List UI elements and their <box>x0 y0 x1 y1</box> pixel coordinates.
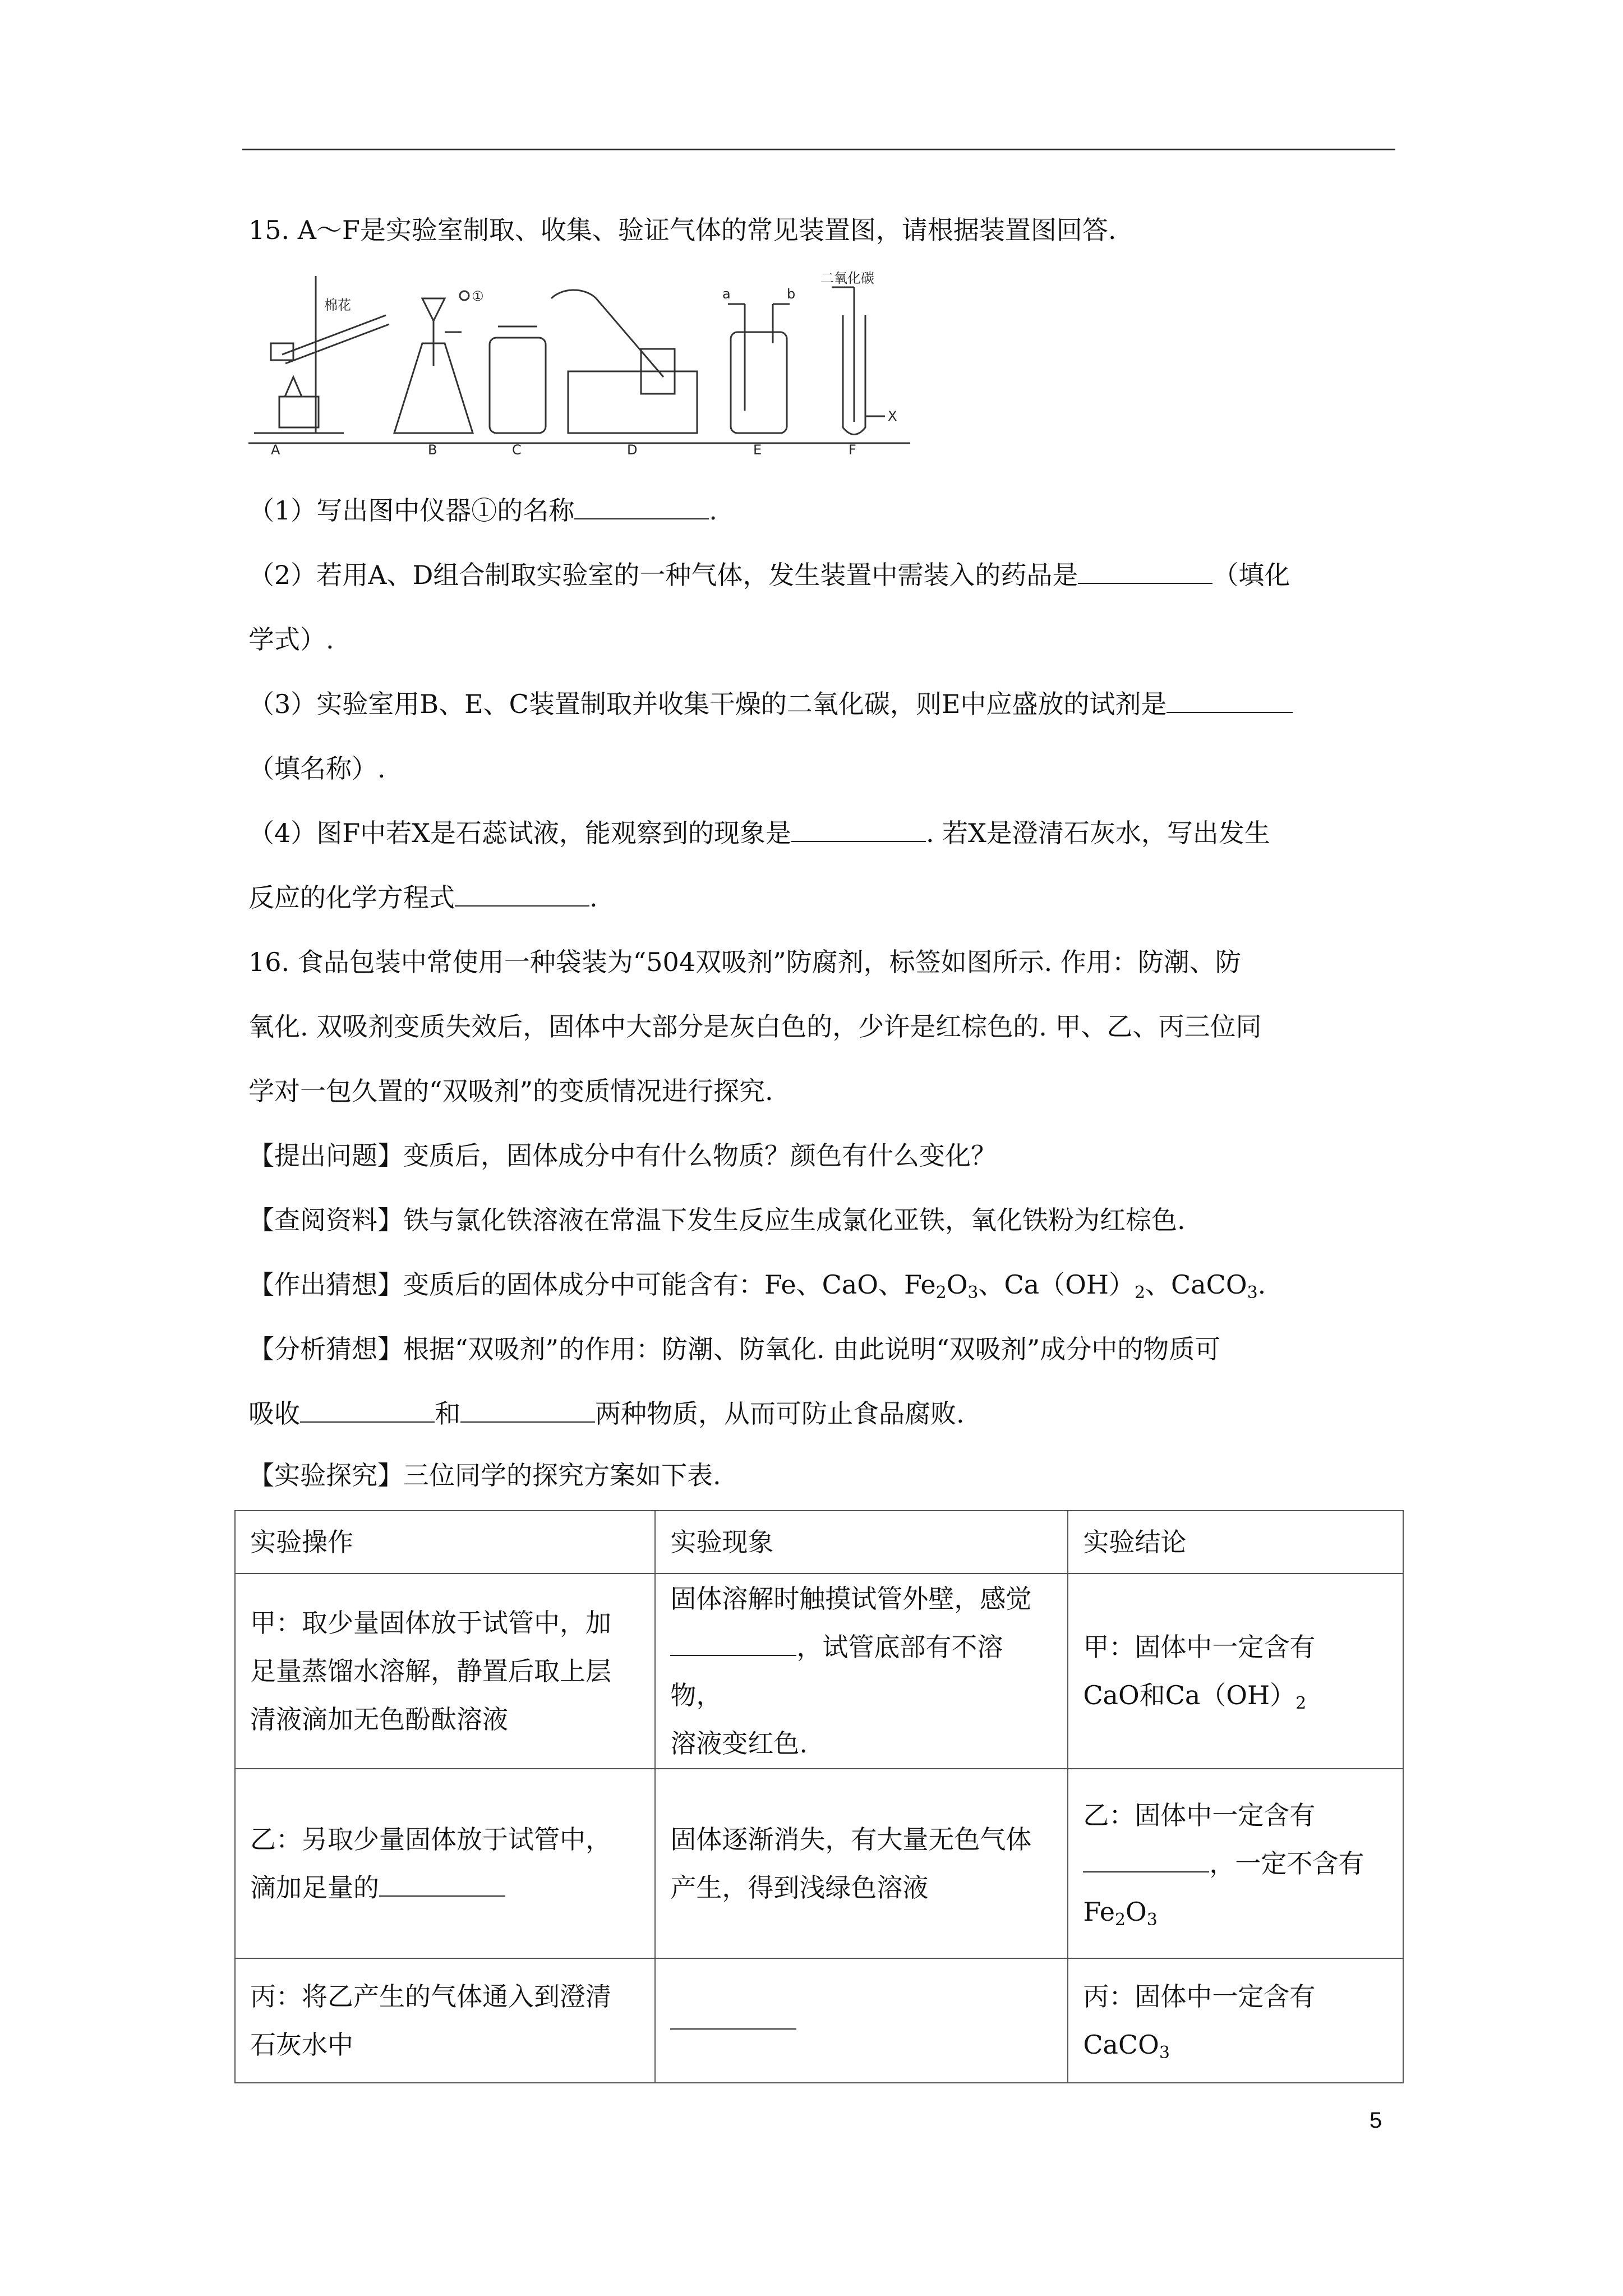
answer-blank[interactable] <box>670 2004 796 2030</box>
label-e-apparatus: E <box>753 442 762 455</box>
answer-blank[interactable] <box>379 1871 505 1897</box>
label-cotton: 棉花 <box>324 297 351 313</box>
cell-operation: 丙：将乙产生的气体通入到澄清 石灰水中 <box>235 1958 655 2083</box>
q16-analysis-line1: 【分析猜想】根据“双吸剂”的作用：防潮、防氧化. 由此说明“双吸剂”成分中的物质可 <box>248 1334 1221 1364</box>
label-b-apparatus: B <box>428 442 437 455</box>
cell-operation: 甲：取少量固体放于试管中，加 足量蒸馏水溶解，静置后取上层 清液滴加无色酚酞溶液 <box>235 1573 655 1769</box>
label-c-apparatus: C <box>512 442 522 455</box>
q16-line3: 学对一包久置的“双吸剂”的变质情况进行探究. <box>248 1076 773 1106</box>
answer-blank[interactable] <box>791 816 926 842</box>
table-row <box>235 1958 1403 2083</box>
apparatus-figure <box>248 265 910 455</box>
table-header-row <box>235 1511 1403 1573</box>
answer-blank[interactable] <box>1083 1847 1209 1872</box>
answer-blank[interactable] <box>670 1630 796 1656</box>
page-number: 5 <box>1370 2108 1382 2133</box>
table-row <box>235 1573 1403 1769</box>
label-d-apparatus: D <box>627 442 638 455</box>
answer-blank[interactable] <box>460 1397 595 1423</box>
label-co2: 二氧化碳 <box>820 270 874 286</box>
header-operation: 实验操作 <box>235 1511 655 1573</box>
q16-question: 【提出问题】变质后，固体成分中有什么物质？颜色有什么变化？ <box>248 1140 997 1171</box>
q15-stem: 15. A～F是实验室制取、收集、验证气体的常见装置图，请根据装置图回答. <box>248 215 1117 245</box>
q15-part3-line2: （填名称）. <box>248 753 386 784</box>
answer-blank[interactable] <box>1166 687 1293 713</box>
q16-explore: 【实验探究】三位同学的探究方案如下表. <box>248 1460 721 1490</box>
q16-line2: 氧化. 双吸剂变质失效后，固体中大部分是灰白色的，少许是红棕色的. 甲、乙、丙三位同 <box>248 1011 1262 1042</box>
q15-part1: （1）写出图中仪器①的名称 . <box>248 494 717 527</box>
label-instrument-1: ① <box>472 288 484 304</box>
q16-analysis-line2: 吸收 和 两种物质，从而可防止食品腐败. <box>248 1397 965 1430</box>
cell-phenomenon: 固体逐渐消失，有大量无色气体 产生，得到浅绿色溶液 <box>655 1769 1068 1958</box>
label-f-apparatus: F <box>849 442 856 455</box>
q16-guess: 【作出猜想】变质后的固体成分中可能含有：Fe、CaO、$Fe_2O_3$、$Ca(OH)_2$、CaCO$_3$. <box>248 1269 1266 1303</box>
cell-conclusion: 乙：固体中一定含有 ，一定不含有 $Fe_2O_3$ <box>1068 1769 1403 1958</box>
cell-conclusion: 甲：固体中一定含有 CaO和$Ca(OH)_2$ <box>1068 1573 1403 1769</box>
table-row <box>235 1769 1403 1958</box>
experiment-table <box>234 1510 1404 2083</box>
answer-blank[interactable] <box>300 1397 435 1423</box>
apparatus-drawing <box>248 265 910 455</box>
label-x: X <box>888 408 897 424</box>
cell-conclusion: 丙：固体中一定含有 CaCO$_3$ <box>1068 1958 1403 2083</box>
q15-part4-line2: 反应的化学方程式 . <box>248 881 598 914</box>
cell-phenomenon <box>655 1958 1068 2083</box>
header-rule <box>242 149 1395 150</box>
q15-part2-line1: （2）若用A、D组合制取实验室的一种气体，发生装置中需装入的药品是 （填化 <box>248 558 1290 592</box>
q15-part2-line2: 学式）. <box>248 624 334 655</box>
answer-blank[interactable] <box>455 881 589 907</box>
header-conclusion: 实验结论 <box>1068 1511 1403 1573</box>
q16-line1: 16. 食品包装中常使用一种袋装为“504双吸剂”防腐剂，标签如图所示. 作用：防潮、防 <box>248 947 1241 977</box>
q15-part3-line1: （3）实验室用B、E、C装置制取并收集干燥的二氧化碳，则E中应盛放的试剂是 <box>248 687 1293 721</box>
q15-part4-line1: （4）图F中若X是石蕊试液，能观察到的现象是 . 若X是澄清石灰水，写出发生 <box>248 816 1270 850</box>
q16-info: 【查阅资料】铁与氯化铁溶液在常温下发生反应生成氯化亚铁，氧化铁粉为红棕色. <box>248 1205 1186 1235</box>
label-b: b <box>787 286 796 302</box>
label-a-apparatus: A <box>271 442 280 455</box>
cell-phenomenon: 固体溶解时触摸试管外壁，感觉 ，试管底部有不溶物， 溶液变红色. <box>655 1573 1068 1769</box>
label-a: a <box>722 286 731 302</box>
header-phenomenon: 实验现象 <box>655 1511 1068 1573</box>
answer-blank[interactable] <box>1078 558 1212 584</box>
cell-operation: 乙：另取少量固体放于试管中， 滴加足量的 <box>235 1769 655 1958</box>
answer-blank[interactable] <box>574 494 709 519</box>
